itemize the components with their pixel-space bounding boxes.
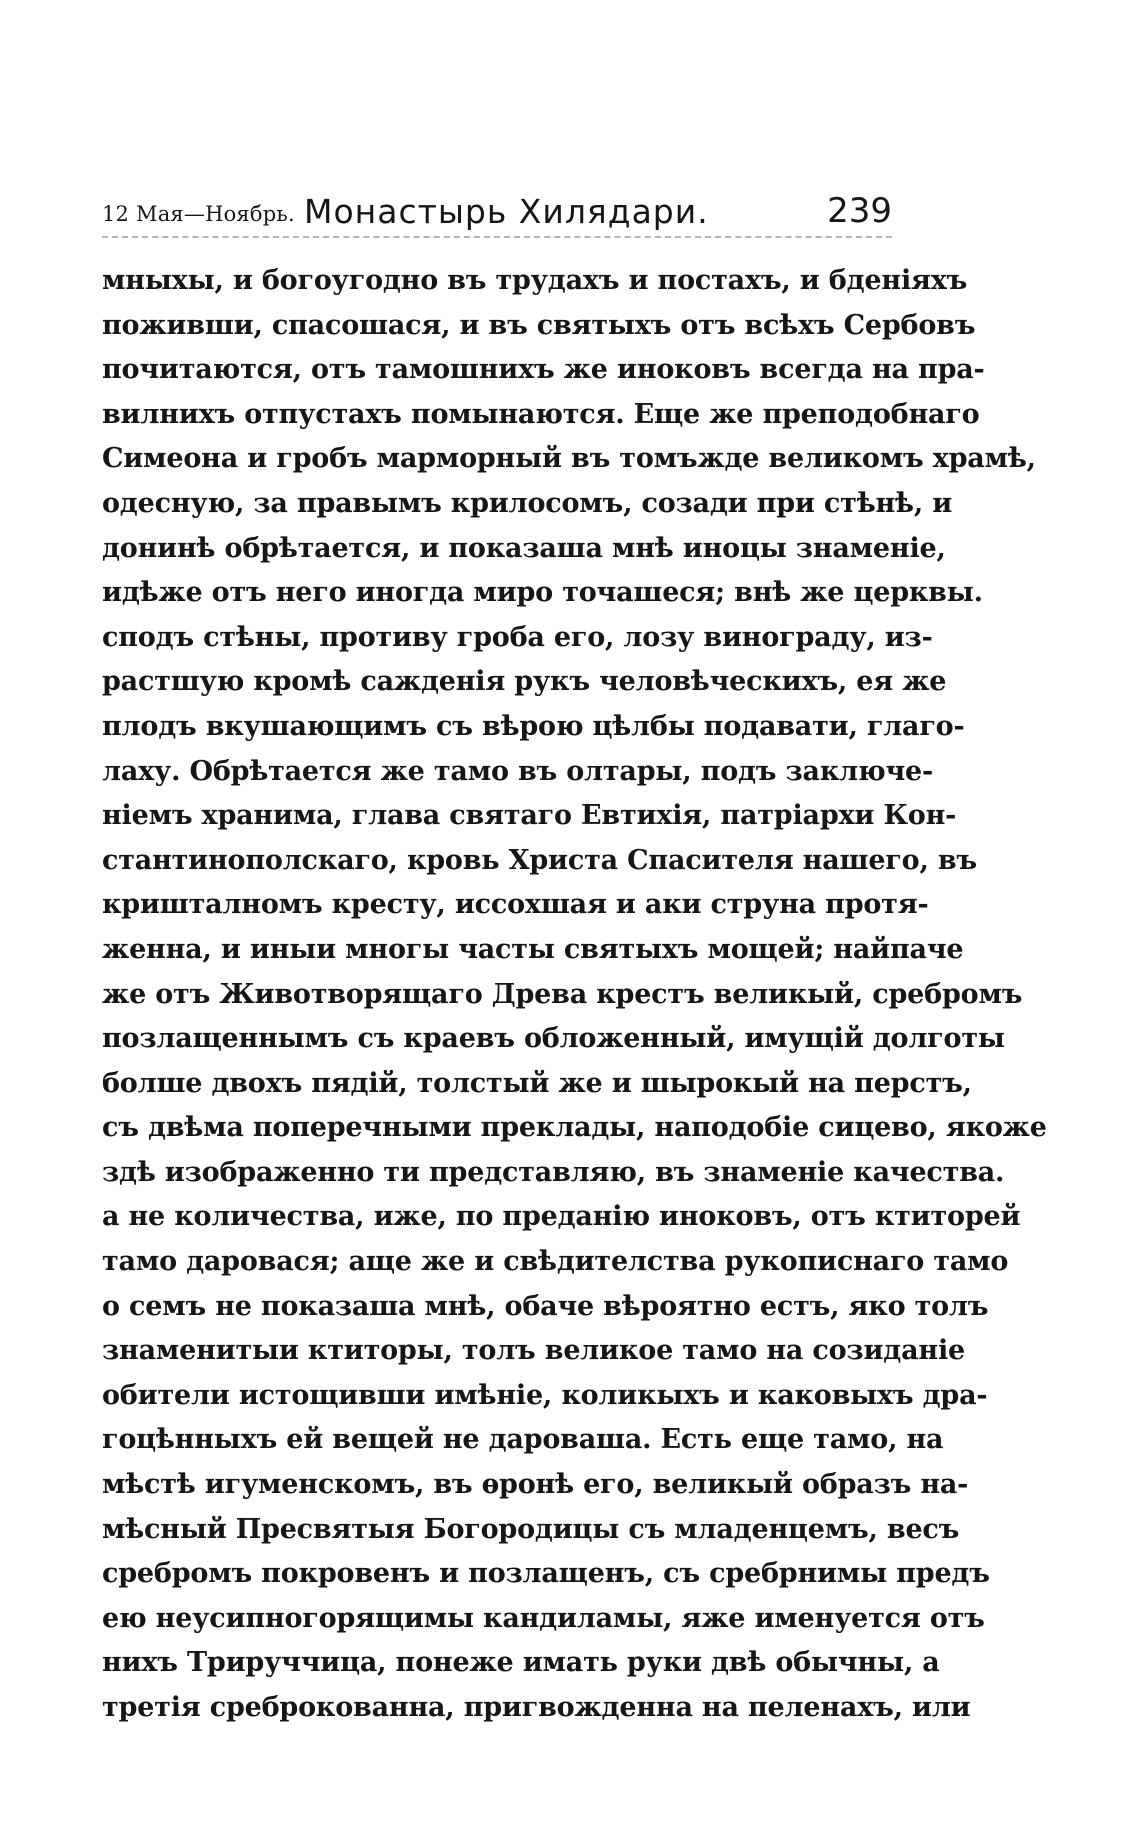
text-line: третія среброкованна, пригвожденна на пеленахъ, или <box>102 1692 971 1723</box>
text-line: о семъ не показаша мнѣ, обаче вѣроятно естъ, яко толъ <box>102 1290 989 1322</box>
text-line: болше двохъ пядій, толстый же и шырокый на перстъ, <box>102 1067 972 1099</box>
text-line: Симеона и гробъ марморный въ томъжде великомъ храмѣ, <box>102 443 1036 475</box>
text-line: женна, и иныи многы часты святыхъ мощей; найпаче <box>102 933 964 965</box>
text-line: здѣ изображенно ти представляю, въ знаменіе качества. <box>102 1156 1005 1188</box>
text-line: плодъ вкушающимъ съ вѣрою цѣлбы подавати, глаго- <box>102 710 965 742</box>
text-line: донинѣ обрѣтается, и показаша мнѣ иноцы знаменіе, <box>102 532 946 564</box>
running-head-dates: 12 Мая—Ноябрь. <box>102 202 295 226</box>
header-rule <box>102 236 892 238</box>
text-line: вилнихъ отпустахъ помынаются. Еще же преподобнаго <box>102 398 980 430</box>
text-line: сребромъ покровенъ и позлащенъ, съ сребрнимы предъ <box>102 1558 990 1590</box>
text-line: позлащеннымъ съ краевъ обложенный, имущій долготы <box>102 1023 1005 1055</box>
text-line: ніемъ хранима, глава святаго Евтихія, патріархи Кон- <box>102 800 957 832</box>
running-head-title: Монастырь Хилядари. <box>304 192 709 231</box>
text-line: одесную, за правымъ крилосомъ, созади при стѣнѣ, и <box>102 487 953 519</box>
text-line: знаменитыи ктиторы, толъ великое тамо на созиданіе <box>102 1335 965 1367</box>
text-line: растшую кромѣ сажденія рукъ человѣческихъ, ея же <box>102 666 947 698</box>
text-line: почитаются, отъ тамошнихъ же иноковъ всегда на пра- <box>102 354 985 386</box>
text-line: мѣсный Пресвятыя Богородицы съ младенцемъ, весъ <box>102 1513 960 1545</box>
text-line: обители истощивши имѣніе, коликыхъ и каковыхъ дра- <box>102 1379 988 1411</box>
text-line: гоцѣнныхъ ей вещей не дароваша. Есть еще тамо, на <box>102 1424 944 1456</box>
text-line: кришталномъ кресту, иссохшая и аки струна протя- <box>102 889 929 921</box>
text-line: мѣстѣ игуменскомъ, въ ѳронѣ его, великый образъ на- <box>102 1469 969 1501</box>
page-number: 239 <box>827 191 892 231</box>
text-line: ею неусипногорящимы кандиламы, яже именуется отъ <box>102 1602 985 1634</box>
running-head <box>102 182 892 234</box>
text-line: идѣже отъ него иногда миро точашеся; внѣ же церквы. <box>102 577 983 609</box>
text-line: поживши, спасошася, и въ святыхъ отъ всѣхъ Сербовъ <box>102 309 976 341</box>
text-line: тамо даровася; аще же и свѣдителства рукописнаго тамо <box>102 1246 1009 1278</box>
text-line: мныхы, и богоугодно въ трудахъ и постахъ, и бденіяхъ <box>102 265 968 296</box>
text-line: нихъ Трируччица, понеже имать руки двѣ обычны, а <box>102 1647 940 1679</box>
text-line: а не количества, иже, по преданію иноковъ, отъ ктиторей <box>102 1201 1021 1233</box>
text-line: же отъ Животворящаго Древа крестъ великый, сребромъ <box>102 978 1023 1010</box>
text-line: лаху. Обрѣтается же тамо въ олтары, подъ заключе- <box>102 755 934 787</box>
text-line: съ двѣма поперечными преклады, наподобіе сицево, якоже <box>102 1112 1047 1144</box>
text-line: сподъ стѣны, противу гроба его, лозу винограду, из- <box>102 621 933 653</box>
body-text <box>102 259 1047 1731</box>
text-line: стантинополскаго, кровь Христа Спасителя нашего, въ <box>102 844 977 876</box>
